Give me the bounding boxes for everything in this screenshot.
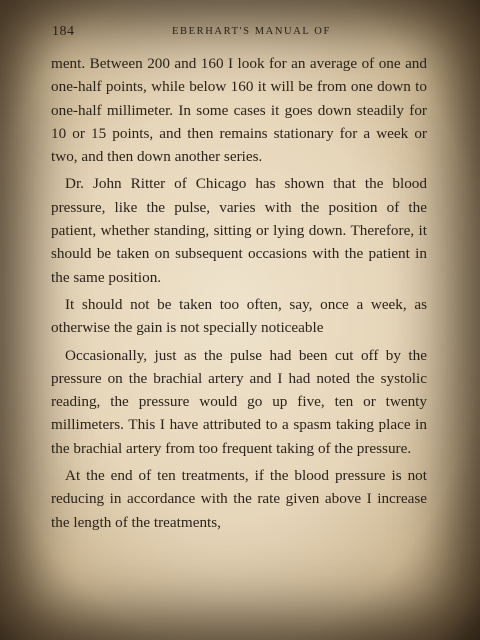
- body-text: [51, 52, 427, 538]
- paragraph-3: It should not be taken too often, say, once a week, as otherwise the gain is not specially noticeable: [51, 295, 427, 337]
- page-header: [52, 24, 428, 44]
- paragraph-2: Dr. John Ritter of Chicago has shown that the blood pressure, like the pulse, varies with the position of the patient, whether standing, sitting or lying down. Therefore, it should be taken on subsequent occasions with the patient in the same position.: [51, 175, 427, 286]
- page-number: 184: [52, 24, 75, 39]
- paragraph-4: Occasionally, just as the pulse had been cut off by the pressure on the brachial artery and I had noted the systolic reading, the pressure would go up five, ten or twenty millimeters. This I have attributed to a spasm taking place in the brachial artery from too frequent taking of the pressure.: [51, 346, 427, 457]
- paragraph-1: ment. Between 200 and 160 I look for an average of one and one-half points, while below 160 it will be from one down to one-half millimeter. In some cases it goes down steadily for 10 or 15 points, and then remains stationary for a week or two, and then down another series.: [51, 55, 427, 166]
- running-head: EBERHART'S MANUAL OF: [172, 26, 331, 37]
- paragraph-5: At the end of ten treatments, if the blood pressure is not reducing in accordance with the rate given above I increase the length of the treatments,: [51, 467, 427, 531]
